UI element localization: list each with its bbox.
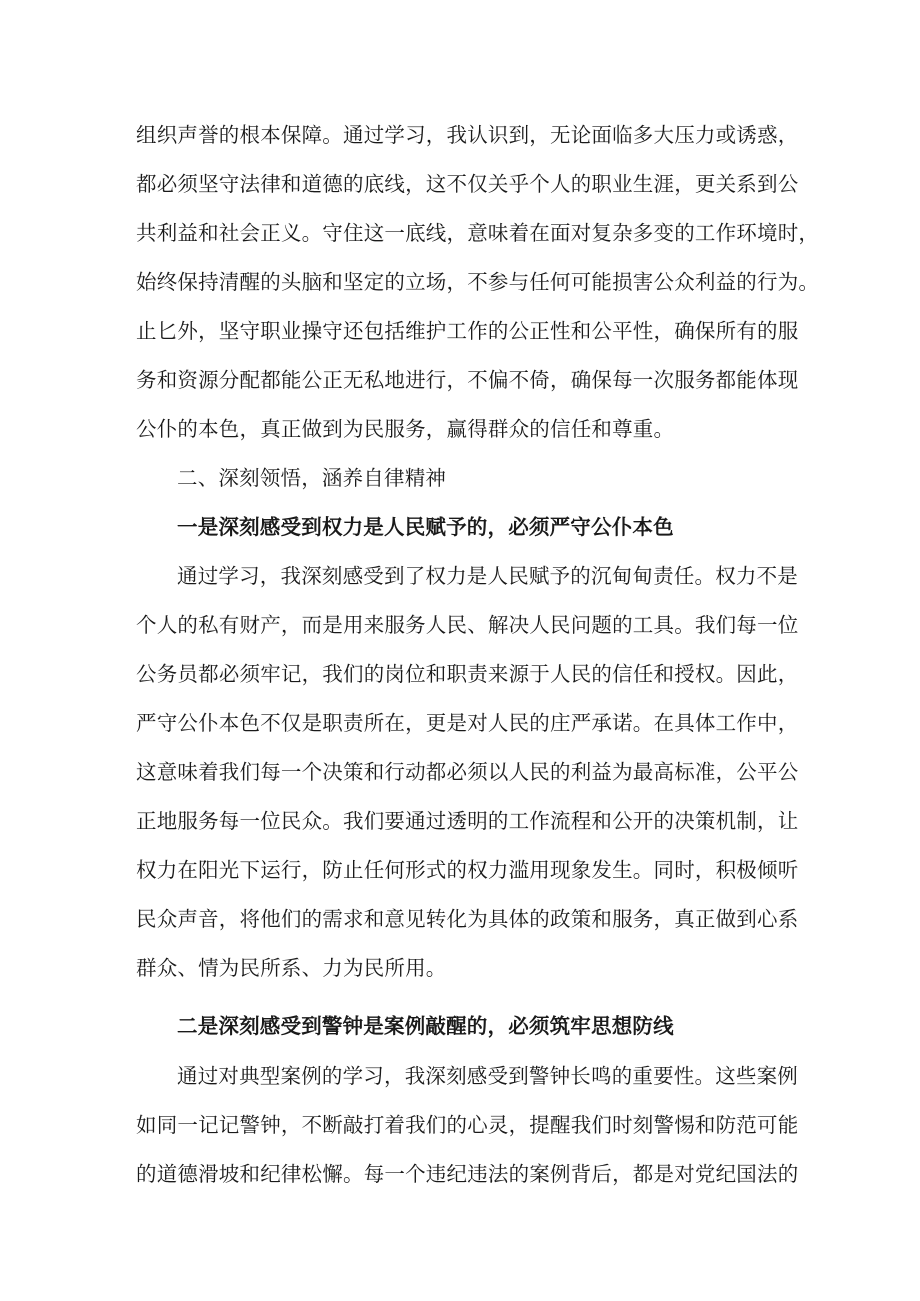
paragraph-1-line-4: 始终保持清醒的头脑和坚定的立场，不参与任何可能损害公众利益的行为。: [136, 270, 820, 294]
paragraph-2-line-8: 民众声音，将他们的需求和意见转化为具体的政策和服务，真正做到心系: [136, 907, 799, 931]
paragraph-2-line-6: 正地服务每一位民众。我们要通过透明的工作流程和公开的决策机制，让: [136, 809, 799, 833]
paragraph-2-line-1: 通过学习，我深刻感受到了权力是人民赋予的沉甸甸责任。权力不是: [177, 564, 798, 588]
paragraph-2-line-4: 严守公仆本色不仅是职责所在，更是对人民的庄严承诺。在具体工作中，: [136, 711, 799, 735]
subheading-2: 二是深刻感受到警钟是案例敲醒的，必须筑牢思想防线: [177, 1014, 674, 1038]
paragraph-3-line-3: 的道德滑坡和纪律松懈。每一个违纪违法的案例背后，都是对党纪国法的: [136, 1162, 799, 1186]
paragraph-1-line-2: 都必须坚守法律和道德的底线，这不仅关乎个人的职业生涯，更关系到公: [136, 172, 799, 196]
paragraph-1-line-6: 务和资源分配都能公正无私地进行，不偏不倚，确保每一次服务都能体现: [136, 368, 799, 392]
paragraph-2-line-2: 个人的私有财产，而是用来服务人民、解决人民问题的工具。我们每一位: [136, 613, 799, 637]
paragraph-1-line-3: 共利益和社会正义。守住这一底线，意味着在面对复杂多变的工作环境时，: [136, 221, 820, 245]
paragraph-2-line-7: 权力在阳光下运行，防止任何形式的权力滥用现象发生。同时，积极倾听: [136, 858, 799, 882]
paragraph-2-line-3: 公务员都必须牢记，我们的岗位和职责来源于人民的信任和授权。因此，: [136, 662, 799, 686]
paragraph-3-line-1: 通过对典型案例的学习，我深刻感受到警钟长鸣的重要性。这些案例: [177, 1064, 798, 1088]
paragraph-2-line-9: 群众、情为民所系、力为民所用。: [136, 956, 447, 980]
paragraph-1-line-7: 公仆的本色，真正做到为民服务，赢得群众的信任和尊重。: [136, 417, 675, 441]
paragraph-3-line-2: 如同一记记警钟，不断敲打着我们的心灵，提醒我们时刻警惕和防范可能: [136, 1113, 799, 1137]
paragraph-1-line-1: 组织声誉的根本保障。通过学习，我认识到，无论面临多大压力或诱惑，: [136, 123, 799, 147]
subheading-1: 一是深刻感受到权力是人民赋予的，必须严守公仆本色: [177, 515, 674, 539]
paragraph-1-line-5: 止匕外，坚守职业操守还包括维护工作的公正性和公平性，确保所有的服: [136, 319, 799, 343]
paragraph-2-line-5: 这意味着我们每一个决策和行动都必须以人民的利益为最高标准，公平公: [136, 760, 799, 784]
section-heading: 二、深刻领悟，涵养自律精神: [177, 466, 447, 490]
